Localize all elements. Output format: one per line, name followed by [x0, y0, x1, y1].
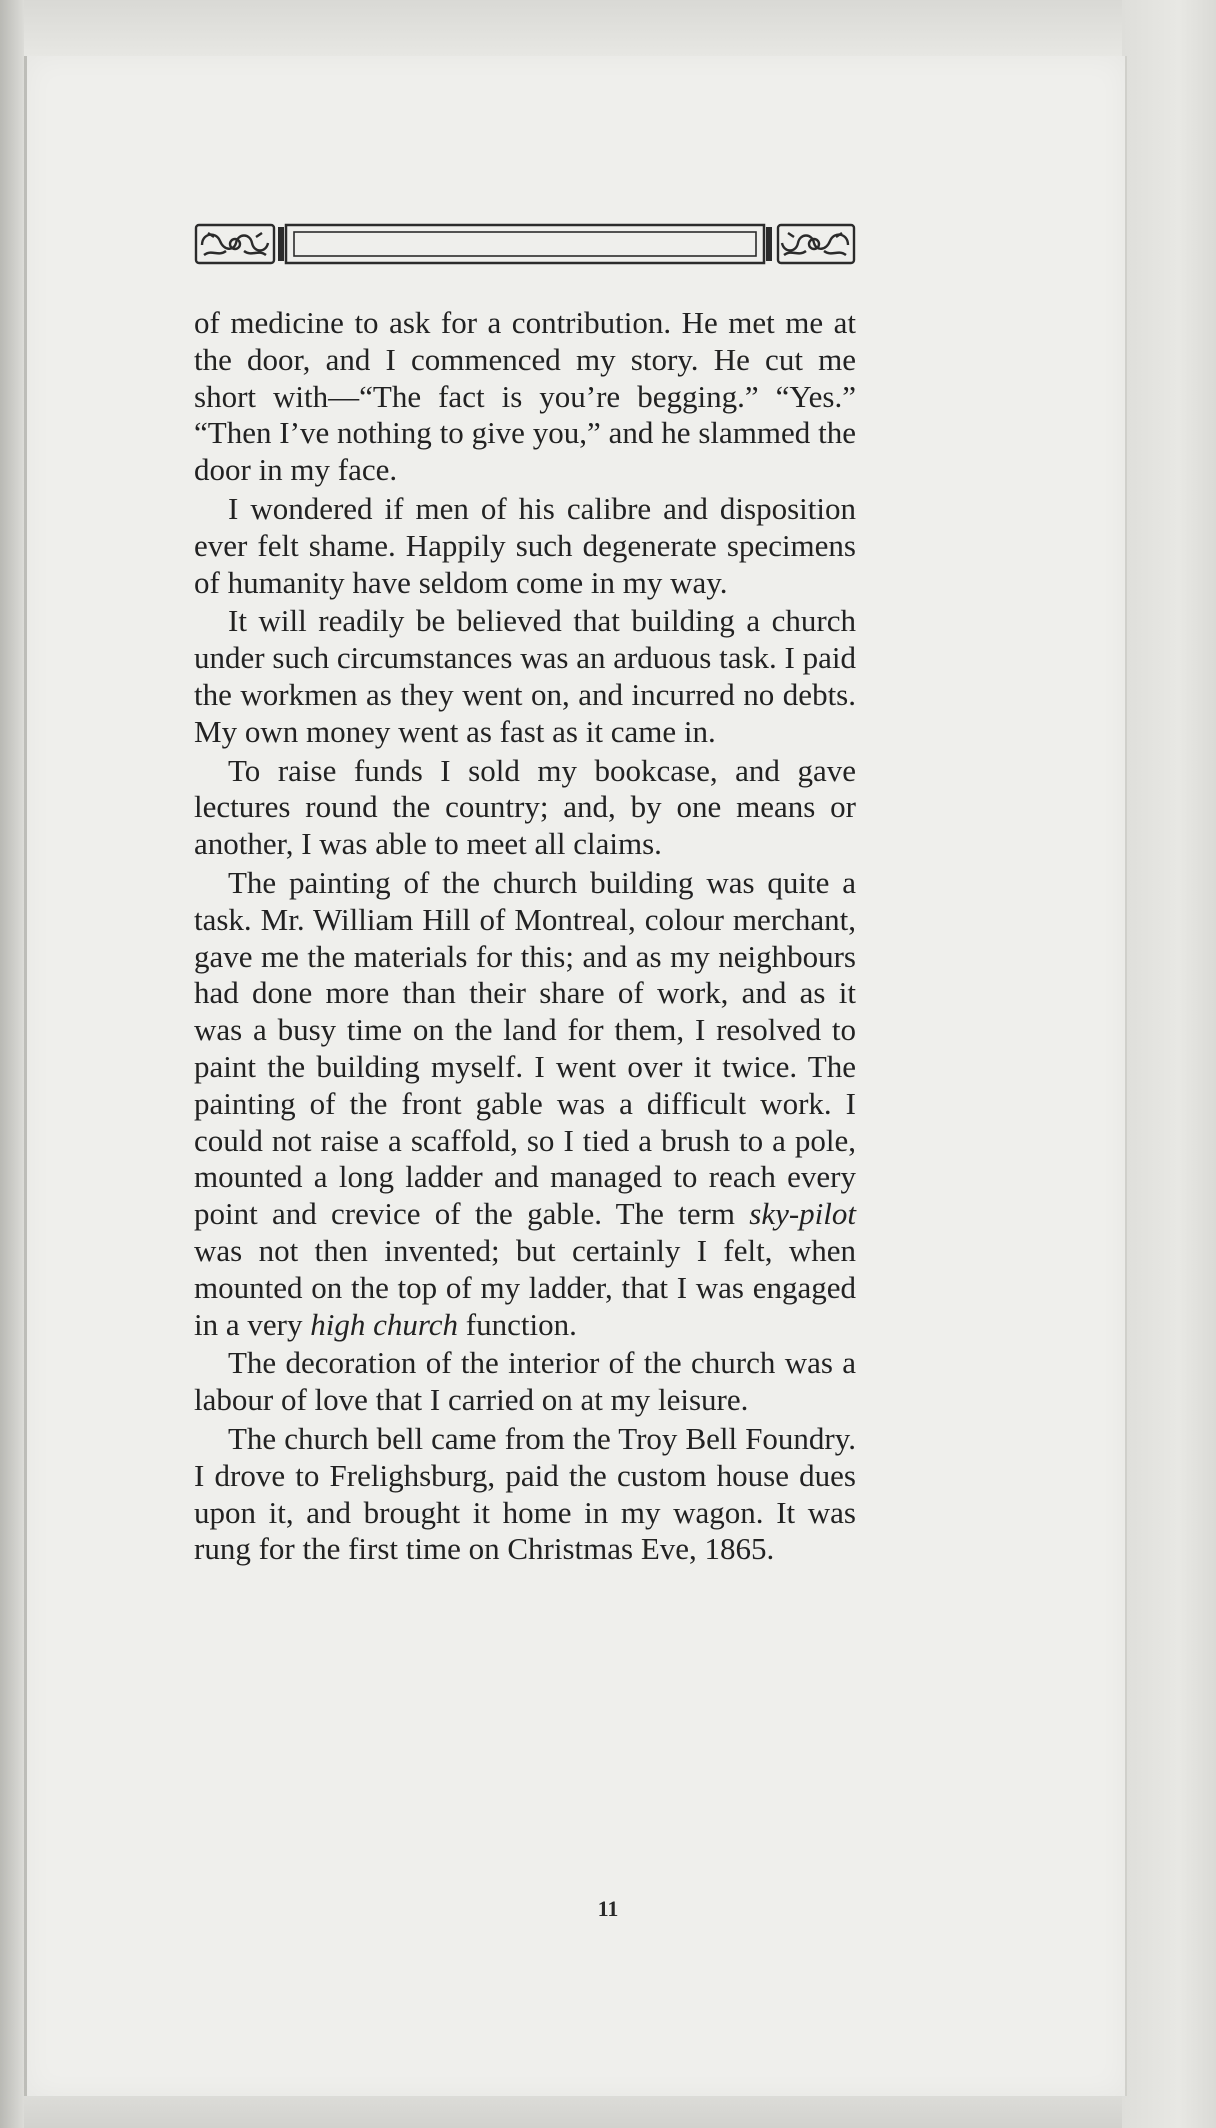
italic-phrase: high church [310, 1306, 459, 1342]
ornament-right-cap [766, 227, 772, 261]
ornament-left-cap [278, 227, 284, 261]
paragraph [194, 491, 856, 601]
text-run: The church bell came from the Troy Bell Foundry. I drove to Frelighsburg, paid the custom house dues upon it, and brought it home in my wagon. It was rung for the first time on Christmas Eve, 1865. [194, 1420, 856, 1567]
text-run: The decoration of the interior of the church was a labour of love that I carried on at my leisure. [194, 1345, 856, 1418]
ornament-center-frame-inner [294, 232, 756, 256]
header-ornament [194, 221, 856, 267]
left-scroll-ornament [196, 225, 274, 263]
page-number: 11 [597, 1896, 619, 1921]
paragraph [194, 603, 856, 750]
text-run: The painting of the church building was quite a task. Mr. William Hill of Montreal, colour merchant, gave me the materials for this; and as my neighbours had done more than their share of work, and as it was a busy time on the land for them, I resolved to paint the building myself. I went over it twice. The painting of the front gable was a difficult work. I could not raise a scaffold, so I tied a brush to a pole, mounted a long ladder and managed to reach every point and crevice of the gable. The term [194, 864, 856, 1232]
paragraph [194, 305, 856, 489]
paragraph [194, 865, 856, 1343]
text-run: It will readily be believed that building a church under such circumstances was an arduous task. I paid the workmen as they went on, and incurred no debts. My own money went as fast as it came in. [194, 603, 856, 749]
text-run: function. [458, 1306, 577, 1342]
page-right-margin-edge [1122, 0, 1216, 2128]
paragraph [194, 1421, 856, 1568]
book-spine-edge [0, 0, 24, 2128]
ornament-center-frame-outer [286, 225, 764, 263]
text-run: of medicine to ask for a contribution. He met me at the door, and I commenced my story. He cut me short with—“The fact is you’re begging.” “Yes.” “Then I’ve nothing to give you,” and he slammed the door in my face. [194, 305, 856, 488]
body-text [194, 305, 856, 1568]
paragraph [194, 1345, 856, 1419]
text-run: was not then invented; but certainly I felt, when mounted on the top of my ladder, that I was engaged in a very [194, 1232, 856, 1342]
right-scroll-ornament [778, 225, 854, 263]
text-run: I wondered if men of his calibre and disposition ever felt shame. Happily such degenerate specimens of humanity have seldom come in my way. [194, 490, 856, 600]
text-run: To raise funds I sold my bookcase, and gave lectures round the country; and, by one means or another, I was able to meet all claims. [194, 752, 856, 862]
paragraph [194, 753, 856, 863]
italic-phrase: sky-pilot [749, 1196, 856, 1232]
